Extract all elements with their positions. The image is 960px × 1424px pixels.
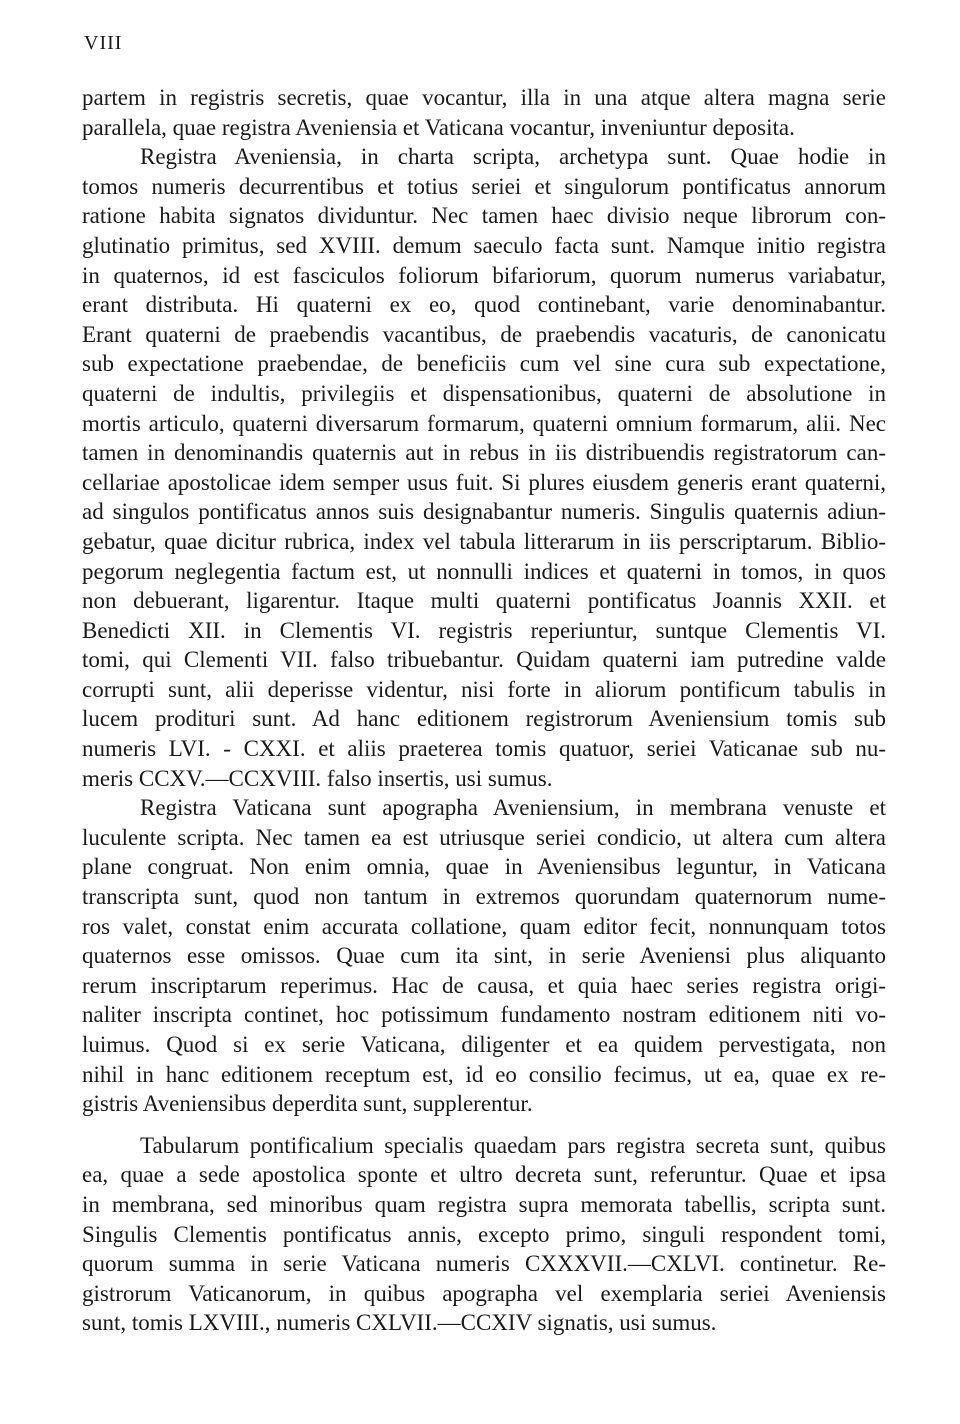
paragraph <box>82 1131 886 1338</box>
text-line: non debuerant, ligarentur. Itaque multi quaterni pontificatus Joannis XXII. et <box>82 588 886 614</box>
page-number: VIII <box>84 32 123 54</box>
text-line: ratione habita signatos dividuntur. Nec tamen haec divisio neque librorum con- <box>82 203 886 229</box>
text-line: Registra Vaticana sunt apographa Aveniensium, in membrana venuste et <box>140 795 886 821</box>
text-line: Tabularum pontificalium specialis quaedam pars registra secreta sunt, quibus <box>140 1132 886 1158</box>
text-line: Benedicti XII. in Clementis VI. registris reperiuntur, suntque Clementis VI. <box>82 617 886 643</box>
text-line: quaterni de indultis, privilegiis et dispensationibus, quaterni de absolutione in <box>82 380 886 406</box>
text-line: tomos numeris decurrentibus et totius seriei et singulorum pontificatus annorum <box>82 173 886 199</box>
text-line: in quaternos, id est fasciculos foliorum bifariorum, quorum numerus variabatur, <box>82 262 886 288</box>
text-line: gistrorum Vaticanorum, in quibus apographa vel exemplaria seriei Aveniensis <box>82 1280 886 1306</box>
text-line: sub expectatione praebendae, de beneficiis cum vel sine cura sub expectatione, <box>82 351 886 377</box>
text-line: ros valet, constat enim accurata collatione, quam editor fecit, nonnunquam totos <box>82 913 886 939</box>
text-line: ad singulos pontificatus annos suis designabantur numeris. Singulis quaternis adiun- <box>82 499 886 525</box>
text-line: erant distributa. Hi quaterni ex eo, quod continebant, varie denominabantur. <box>82 292 886 318</box>
text-line: gebatur, quae dicitur rubrica, index vel tabula litterarum in iis perscriptarum. Biblio- <box>82 528 886 554</box>
text-line: nihil in hanc editionem receptum est, id eo consilio fecimus, ut ea, quae ex re- <box>82 1061 886 1087</box>
text-line: glutinatio primitus, sed XVIII. demum saeculo facta sunt. Namque initio registra <box>82 232 886 258</box>
text-line: Registra Aveniensia, in charta scripta, archetypa sunt. Quae hodie in <box>140 144 886 170</box>
text-line: Erant quaterni de praebendis vacantibus, de praebendis vacaturis, de canonicatu <box>82 321 886 347</box>
paragraph <box>82 793 886 1119</box>
text-line: rerum inscriptarum reperimus. Hac de causa, et quia haec series registra origi- <box>82 972 886 998</box>
text-line: gistris Aveniensibus deperdita sunt, supplerentur. <box>82 1091 533 1117</box>
paragraph-gap <box>82 1119 886 1131</box>
text-line: numeris LVI. - CXXI. et aliis praeterea tomis quatuor, seriei Vaticanae sub nu- <box>82 736 886 762</box>
text-line: tomi, qui Clementi VII. falso tribuebantur. Quidam quaterni iam putredine valde <box>82 647 886 673</box>
paragraph <box>82 142 886 793</box>
text-line: partem in registris secretis, quae vocantur, illa in una atque altera magna serie <box>82 85 886 110</box>
text-line: transcripta sunt, quod non tantum in extremos quorundam quaternorum nume- <box>82 884 886 910</box>
text-line: sunt, tomis LXVIII., numeris CXLVII.—CCXIV signatis, usi sumus. <box>82 1310 717 1336</box>
text-line: Singulis Clementis pontificatus annis, excepto primo, singuli respondent tomi, <box>82 1221 886 1247</box>
text-line: naliter inscripta continet, hoc potissimum fundamento nostram editionem niti vo- <box>82 1002 886 1028</box>
text-line: plane congruat. Non enim omnia, quae in Aveniensibus leguntur, in Vaticana <box>82 854 886 880</box>
text-line: quorum summa in serie Vaticana numeris CXXXVII.—CXLVI. continetur. Re- <box>82 1251 886 1277</box>
text-line: mortis articulo, quaterni diversarum formarum, quaterni omnium formarum, alii. Nec <box>82 410 886 436</box>
text-line: quaternos esse omissos. Quae cum ita sint, in serie Aveniensi plus aliquanto <box>82 943 886 969</box>
text-line: pegorum neglegentia factum est, ut nonnulli indices et quaterni in tomos, in quos <box>82 558 886 584</box>
text-line: meris CCXV.—CCXVIII. falso insertis, usi sumus. <box>82 765 553 791</box>
body-text <box>82 83 886 1338</box>
text-line: lucem prodituri sunt. Ad hanc editionem registrorum Aveniensium tomis sub <box>82 706 886 732</box>
text-line: corrupti sunt, alii deperisse videntur, nisi forte in aliorum pontificum tabulis in <box>82 676 886 702</box>
text-line: luimus. Quod si ex serie Vaticana, diligenter et ea quidem pervestigata, non <box>82 1032 886 1057</box>
text-line: tamen in denominandis quaternis aut in rebus in iis distribuendis registratorum can- <box>82 440 886 466</box>
text-line: parallela, quae registra Aveniensia et Vaticana vocantur, inveniuntur deposita. <box>82 114 795 140</box>
text-line: in membrana, sed minoribus quam registra supra memorata tabellis, scripta sunt. <box>82 1191 886 1217</box>
text-line: cellariae apostolicae idem semper usus fuit. Si plures eiusdem generis erant quaterni, <box>82 469 886 495</box>
text-line: luculente scripta. Nec tamen ea est utriusque seriei condicio, ut altera cum altera <box>82 824 886 850</box>
paragraph <box>82 83 886 142</box>
text-line: ea, quae a sede apostolica sponte et ultro decreta sunt, referuntur. Quae et ipsa <box>82 1162 886 1188</box>
